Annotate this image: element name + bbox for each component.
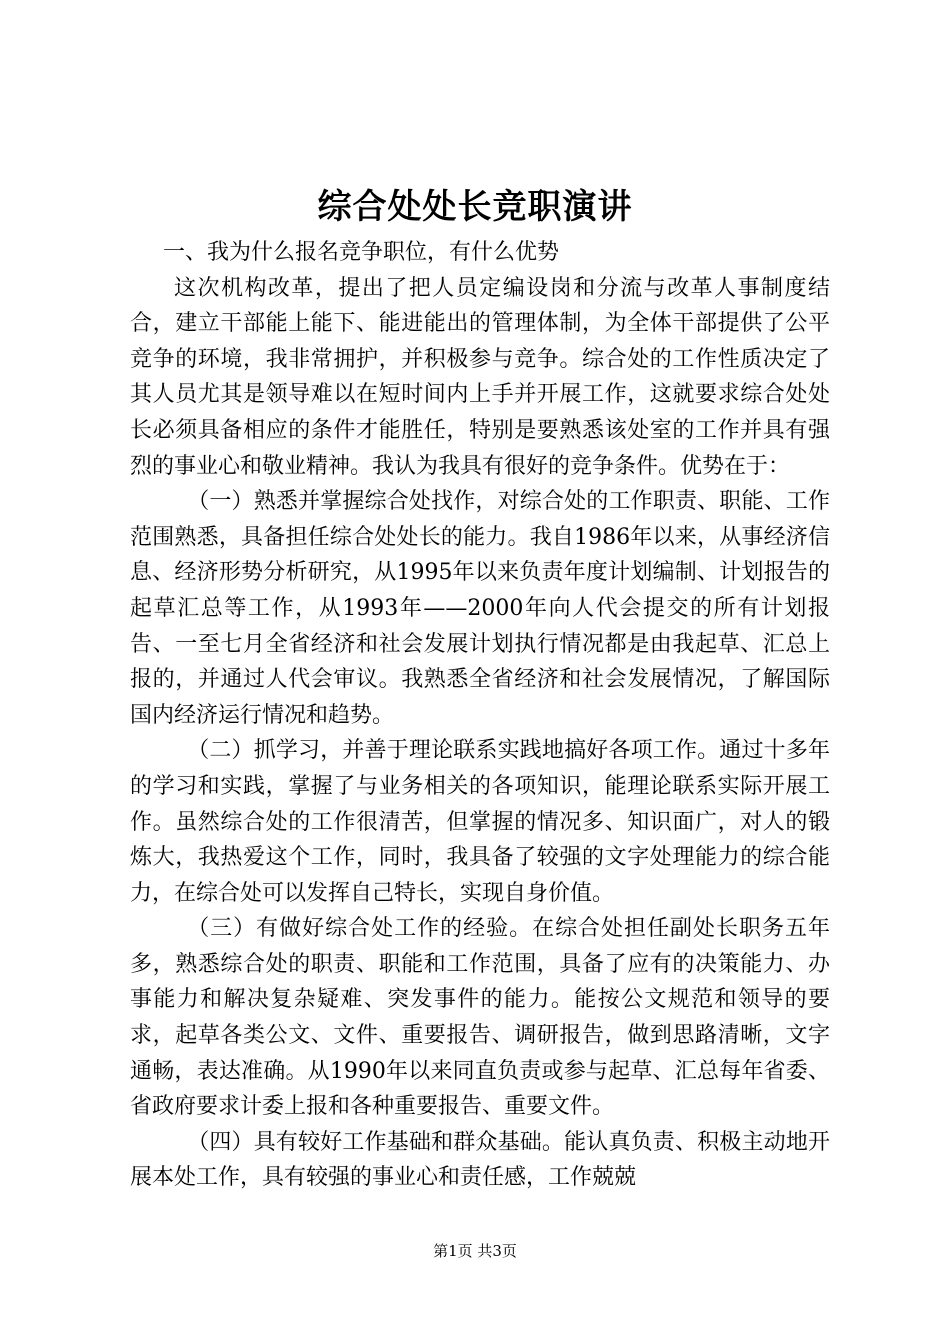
paragraph-point-3: （三）有做好综合处工作的经验。在综合处担任副处长职务五年多，熟悉综合处的职责、职能和工作范围，具备了应有的决策能力、办事能力和解决复杂疑难、突发事件的能力。能按公文规范和领导的要求，起草各类公文、文件、重要报告、调研报告，做到思路清晰，文字通畅，表达准确。从1990年以来同直负责或参与起草、汇总每年省委、省政府要求计委上报和各种重要报告、重要文件。 xyxy=(130,916,830,1120)
page-number-footer: 第1页 共3页 xyxy=(433,1242,517,1260)
paragraph-point-4: （四）具有较好工作基础和群众基础。能认真负责、积极主动地开展本处工作，具有较强的事业心和责任感，工作兢兢 xyxy=(130,1129,830,1191)
document-title: 综合处处长竞职演讲 xyxy=(317,187,633,227)
paragraph-intro: 这次机构改革，提出了把人员定编设岗和分流与改革人事制度结合，建立干部能上能下、能进能出的管理体制，为全体干部提供了公平竞争的环境，我非常拥护，并积极参与竞争。综合处的工作性质决定了其人员尤其是领导难以在短时间内上手并开展工作，这就要求综合处处长必须具备相应的条件才能胜任，特别是要熟悉该处室的工作并具有强烈的事业心和敬业精神。我认为我具有很好的竞争条件。优势在于： xyxy=(130,275,830,479)
section-heading: 一、我为什么报名竞争职位，有什么优势 xyxy=(163,240,560,265)
document-body xyxy=(130,235,830,1196)
paragraph-point-2: （二）抓学习，并善于理论联系实践地搞好各项工作。通过十多年的学习和实践，掌握了与业务相关的各项知识，能理论联系实际开展工作。虽然综合处的工作很清苦，但掌握的情况多、知识面广，对人的锻炼大，我热爱这个工作，同时，我具备了较强的文字处理能力的综合能力，在综合处可以发挥自己特长，实现自身价值。 xyxy=(130,738,830,906)
paragraph-point-1: （一）熟悉并掌握综合处找作，对综合处的工作职责、职能、工作范围熟悉，具备担任综合处处长的能力。我自1986年以来，从事经济信息、经济形势分析研究，从1995年以来负责年度计划编制、计划报告的起草汇总等工作，从1993年——2000年向人代会提交的所有计划报告、一至七月全省经济和社会发展计划执行情况都是由我起草、汇总上报的，并通过人代会审议。我熟悉全省经济和社会发展情况，了解国际国内经济运行情况和趋势。 xyxy=(130,489,830,728)
